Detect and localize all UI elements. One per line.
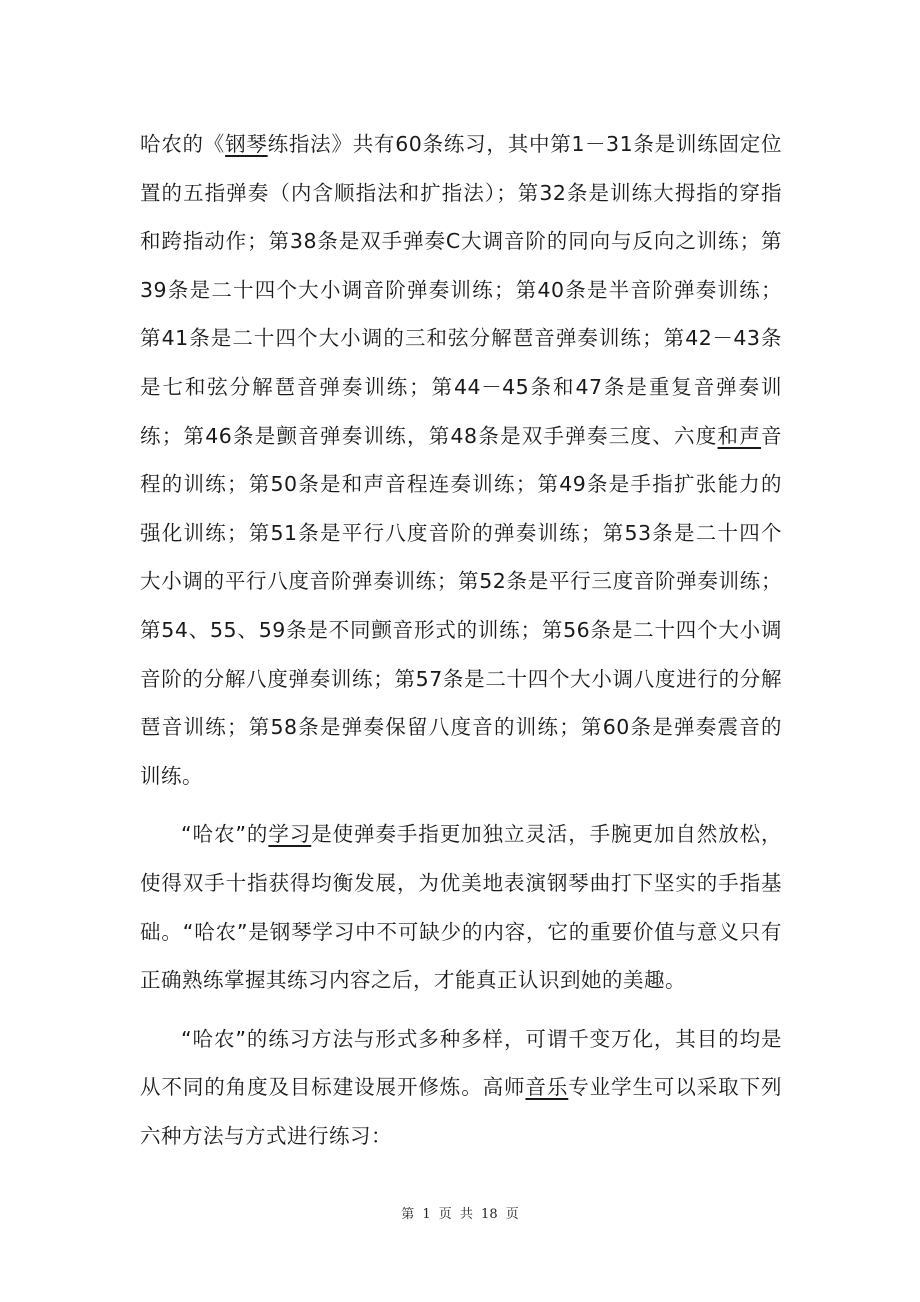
text-run: 是使弹奏手指更加独立灵活，手腕更加自然放松，使得双手十指获得均衡发展，为优美地表演钢琴曲打下坚实的手指基础。“哈农”是钢琴学习中不可缺少的内容，它的重要价值与意义只有正确熟练掌握其练习内容之后，才能真正认识到她的美趣。 — [140, 822, 782, 993]
text-run: 音程的训练；第50条是和声音程连奏训练；第49条是手指扩张能力的强化训练；第51条是平行八度音阶的弹奏训练；第53条是二十四个大小调的平行八度音阶弹奏训练；第52条是平行三度音阶弹奏训练；第54、55、59条是不同颤音形式的训练；第56条是二十四个大小调音阶的分解八度弹奏训练；第57条是二十四个大小调八度进行的分解琶音训练；第58条是弹奏保留八度音的训练；第60条是弹奏震音的训练。 — [140, 423, 783, 788]
link-hesheng[interactable]: 和声 — [717, 423, 762, 448]
text-run: “哈农”的练习方法与形式多种多样，可谓千变万化，其目的均是从不同的角度及目标建设展开修炼。高师 — [140, 1026, 782, 1100]
link-xuexi[interactable]: 学习 — [268, 822, 312, 847]
paragraph-2 — [140, 810, 782, 1004]
paragraph-3 — [140, 1015, 782, 1161]
paragraph-1 — [140, 120, 782, 800]
text-run: 专业学生可以采取下列六种方法与方式进行练习： — [140, 1075, 783, 1148]
text-run: 哈农的《 — [140, 132, 226, 156]
document-body — [140, 120, 782, 1160]
text-run: 练指法》共有60条练习，其中第1－31条是训练固定位置的五指弹奏（内含顺指法和扩指法）；第32条是训练大拇指的穿指和跨指动作；第38条是双手弹奏C大调音阶的同向与反向之训练；第39条是二十四个大小调音阶弹奏训练；第40条是半音阶弹奏训练；第41条是二十四个大小调的三和弦分解琶音弹奏训练；第42－43条是七和弦分解琶音弹奏训练；第44－45条和47条是重复音弹奏训练；第46条是颤音弹奏训练，第48条是双手弹奏三度、六度 — [140, 132, 783, 448]
page-footer: 第 1 页 共 18 页 — [401, 1207, 519, 1222]
link-gangqin[interactable]: 钢琴 — [225, 132, 268, 156]
link-yinyue[interactable]: 音乐 — [525, 1075, 569, 1100]
text-run: “哈农”的 — [181, 822, 269, 847]
